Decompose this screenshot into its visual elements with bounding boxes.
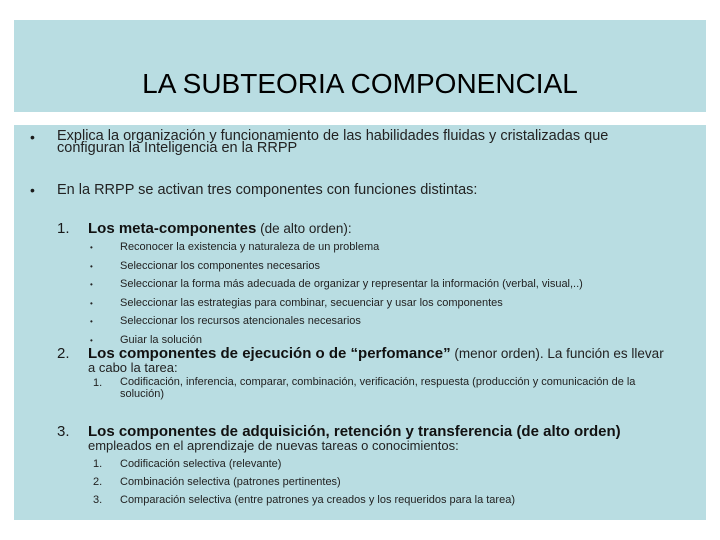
slide-title: LA SUBTEORIA COMPONENCIAL bbox=[142, 68, 578, 99]
section-1-heading-bold: Los meta-componentes bbox=[88, 220, 257, 237]
section-2-heading-suffix: (menor orden). La función es llevar bbox=[450, 346, 664, 361]
section-2-heading-bold: Los componentes de ejecución o de “perfomance” bbox=[88, 345, 451, 362]
title-panel bbox=[14, 20, 706, 112]
bullet-marker: • bbox=[30, 129, 35, 145]
section-2-item-line-1: Codificación, inferencia, comparar, combinación, verificación, respuesta (producción y comunicación de la bbox=[120, 376, 636, 388]
section-2-number: 2. bbox=[57, 345, 70, 362]
list-item: • Guiar la solución bbox=[90, 333, 202, 346]
section-3-heading: Los componentes de adquisición, retención y transferencia (de alto orden) bbox=[88, 423, 621, 440]
section-3-number: 3. bbox=[57, 423, 70, 440]
section-2-heading bbox=[88, 347, 664, 361]
intro-1-line-2: configuran la Inteligencia en la RRPP bbox=[57, 140, 298, 156]
list-item: 2. Combinación selectiva (patrones pertinentes) bbox=[93, 476, 341, 488]
section-2-item-number: 1. bbox=[93, 377, 103, 389]
intro-paragraph-1 bbox=[57, 130, 608, 154]
section-2-item bbox=[120, 376, 635, 400]
section-1-heading bbox=[88, 222, 352, 236]
section-2-item-line-2: solución) bbox=[120, 388, 165, 400]
list-item: 1. Codificación selectiva (relevante) bbox=[93, 458, 282, 470]
acquisition-components-list bbox=[93, 454, 515, 508]
bullet-marker: • bbox=[30, 182, 35, 198]
meta-components-list bbox=[90, 237, 583, 348]
section-3-continuation: empleados en el aprendizaje de nuevas tareas o conocimientos: bbox=[88, 438, 459, 453]
section-1-number: 1. bbox=[57, 220, 70, 237]
list-item: • Seleccionar la forma más adecuada de organizar y representar la información (verbal, visual,..) bbox=[90, 278, 583, 290]
list-item: • Seleccionar los recursos atencionales necesarios bbox=[90, 315, 361, 327]
intro-paragraph-2: En la RRPP se activan tres componentes con funciones distintas: bbox=[57, 182, 478, 198]
list-item: 3. Comparación selectiva (entre patrones ya creados y los requeridos para la tarea) bbox=[93, 494, 515, 506]
list-item: • Seleccionar las estrategias para combinar, secuenciar y usar los componentes bbox=[90, 296, 503, 309]
section-2-continuation: a cabo la tarea: bbox=[88, 360, 178, 375]
list-item: • Seleccionar los componentes necesarios bbox=[90, 259, 320, 272]
list-item: • Reconocer la existencia y naturaleza de un problema bbox=[90, 241, 380, 253]
section-1-heading-suffix: (de alto orden): bbox=[256, 221, 352, 236]
intro-1-line-1: Explica la organización y funcionamiento de las habilidades fluidas y cristalizadas que bbox=[57, 128, 609, 144]
